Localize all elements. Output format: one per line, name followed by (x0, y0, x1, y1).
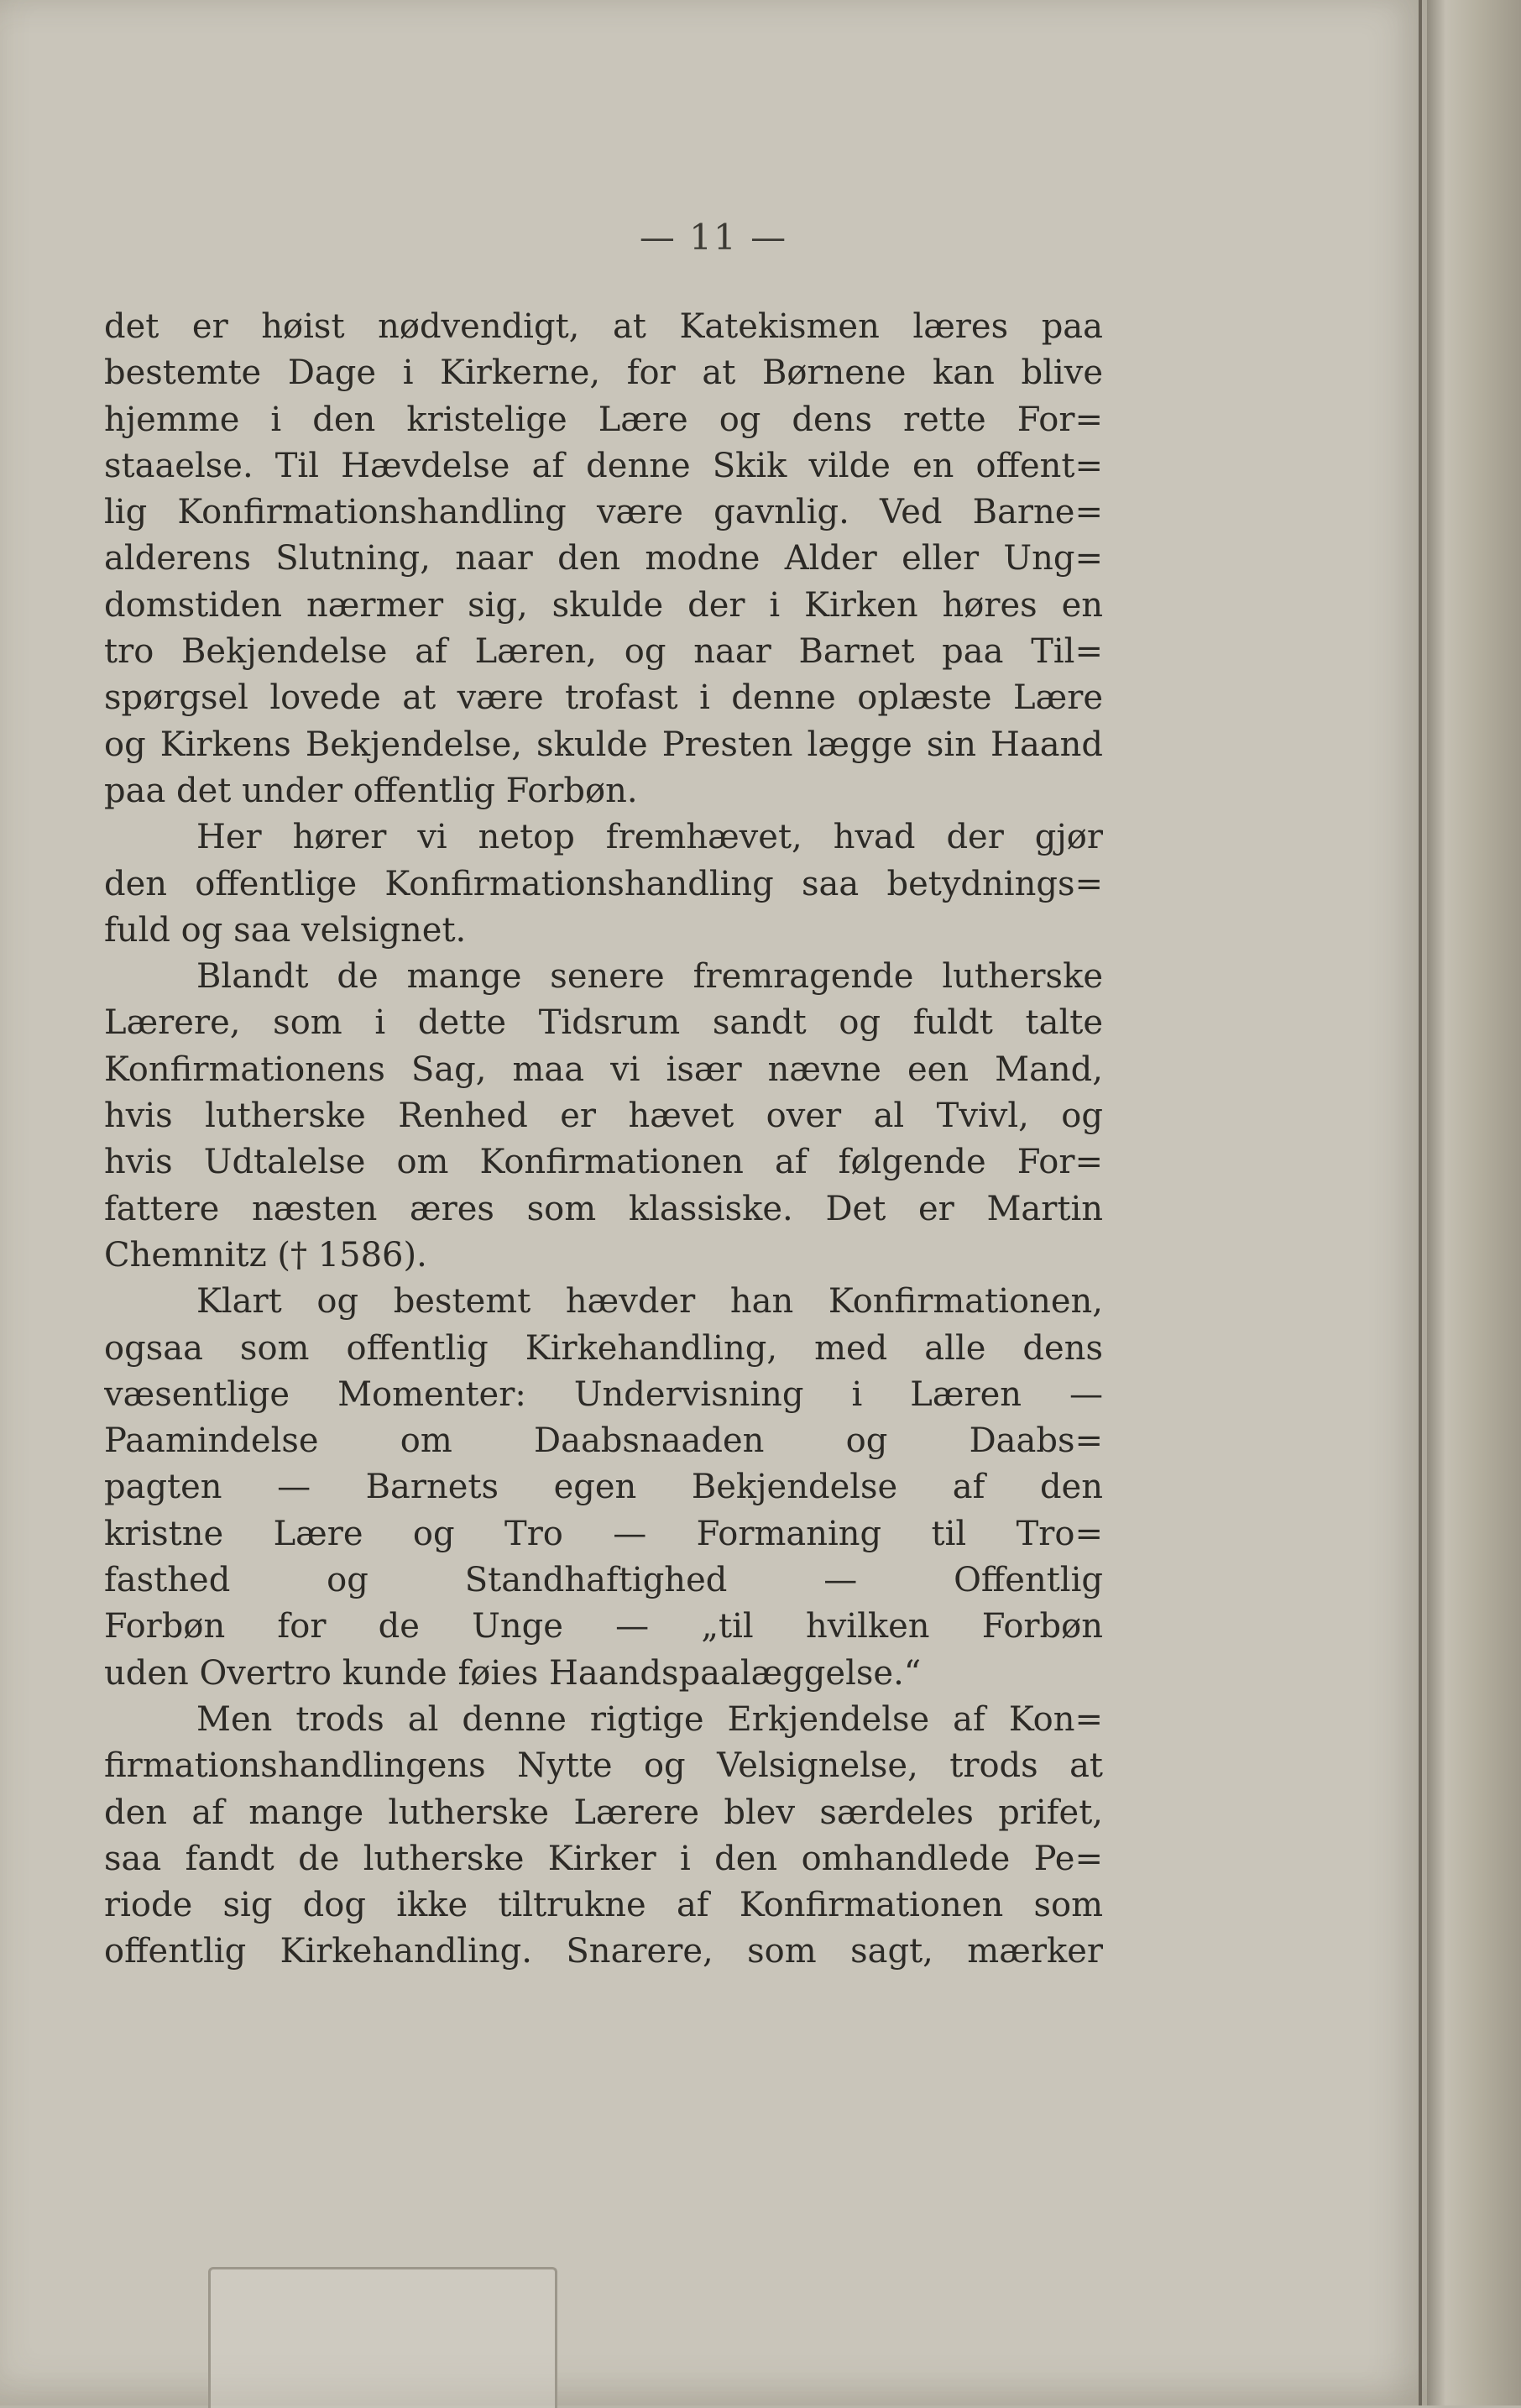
text-line: det er høist nødvendigt, at Katekismen læres paa (104, 307, 1103, 346)
text-line: ogsaa som offentlig Kirkehandling, med alle dens (104, 1328, 1103, 1368)
text-line: den offentlige Konfirmationshandling saa betydnings= (104, 864, 1103, 903)
text-line: fuld og saa velsignet. (104, 910, 467, 950)
text-line: bestemte Dage i Kirkerne, for at Børnene kan blive (104, 353, 1103, 393)
text-line: Lærere, som i dette Tidsrum sandt og fuldt talte (104, 1003, 1103, 1043)
text-line: tro Bekjendelse af Læren, og naar Barnet paa Til= (104, 632, 1103, 672)
text-line: staaelse. Til Hævdelse af denne Skik vilde en offent= (104, 446, 1103, 485)
text-line: hjemme i den kristelige Lære og dens rette For= (104, 400, 1103, 439)
text-line: kristne Lære og Tro — Formaning til Tro= (104, 1514, 1103, 1553)
text-line: lig Konfirmationshandling være gavnlig. Ved Barne= (104, 493, 1103, 532)
text-line: paa det under offentlig Forbøn. (104, 771, 638, 810)
page-edge-shadow (1419, 0, 1422, 2405)
text-line: domstiden nærmer sig, skulde der i Kirken høres en (104, 585, 1103, 625)
text-line: spørgsel lovede at være trofast i denne oplæste Lære (104, 678, 1103, 718)
text-line: firmationshandlingens Nytte og Velsignelse, trods at (104, 1746, 1103, 1786)
text-line: alderens Slutning, naar den modne Alder eller Ung= (104, 539, 1103, 578)
text-line: den af mange lutherske Lærere blev særdeles prifet, (104, 1793, 1103, 1832)
text-line: Blandt de mange senere fremragende lutherske (196, 957, 1103, 997)
text-line: Chemnitz († 1586). (104, 1235, 427, 1275)
text-line: Konfirmationens Sag, maa vi især nævne een Mand, (104, 1050, 1103, 1089)
text-line: hvis lutherske Renhed er hævet over al Tvivl, og (104, 1097, 1103, 1136)
text-line: riode sig dog ikke tiltrukne af Konfirmationen som (104, 1886, 1103, 1925)
text-line: fasthed og Standhaftighed — Offentlig (104, 1561, 1103, 1600)
text-line: Forbøn for de Unge — „til hvilken Forbøn (104, 1607, 1103, 1646)
text-line: pagten — Barnets egen Bekjendelse af den (104, 1468, 1103, 1507)
book-spine (1427, 0, 1521, 2405)
text-line: offentlig Kirkehandling. Snarere, som sagt, mærker (104, 1932, 1103, 1971)
text-line: og Kirkens Bekjendelse, skulde Presten lægge sin Haand (104, 725, 1103, 764)
text-line: hvis Udtalelse om Konfirmationen af følgende For= (104, 1143, 1103, 1182)
paper-stain (208, 2267, 557, 2408)
text-line: uden Overtro kunde føies Haandspaalæggelse.“ (104, 1653, 922, 1693)
text-line: Men trods al denne rigtige Erkjendelse af Kon= (196, 1699, 1103, 1739)
text-line: Her hører vi netop fremhævet, hvad der gjør (196, 818, 1103, 857)
text-line: saa fandt de lutherske Kirker i den omhandlede Pe= (104, 1839, 1103, 1878)
text-line: væsentlige Momenter: Undervisning i Læren — (104, 1374, 1103, 1414)
text-line: fattere næsten æres som klassiske. Det er Martin (104, 1189, 1103, 1228)
text-line: Paamindelse om Daabsnaaden og Daabs= (104, 1421, 1103, 1461)
text-line: Klart og bestemt hævder han Konfirmationen, (196, 1282, 1103, 1322)
body-text (104, 304, 1103, 1976)
page-number: — 11 — (639, 217, 788, 258)
